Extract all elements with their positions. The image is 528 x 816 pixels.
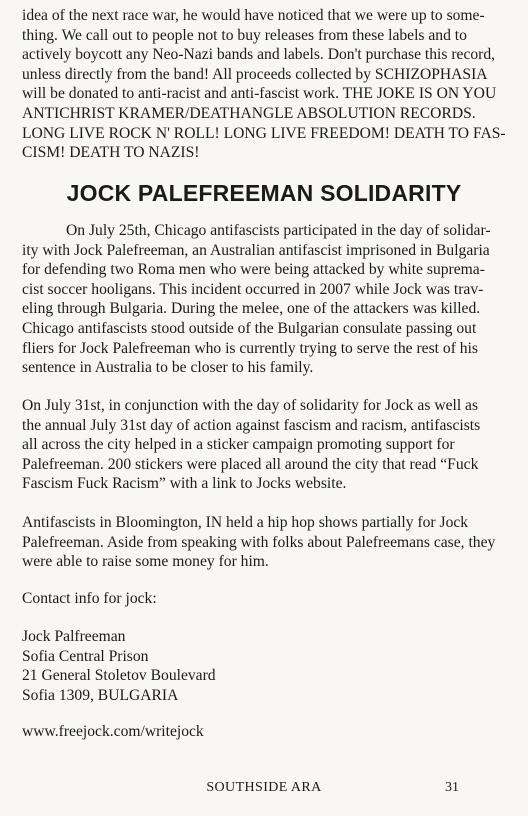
text-line: thing. We call out to people not to buy releases from these labels and to [22,26,467,44]
text-line: On July 25th, Chicago antifascists participated in the day of solidar- [66,222,491,239]
footer-publication-title: SOUTHSIDE ARA [206,780,322,795]
text-line: sentence in Australia to be closer to his family. [22,359,314,377]
text-line: LONG LIVE ROCK N' ROLL! LONG LIVE FREEDOM! DEATH TO FAS- [22,124,506,142]
text-line: the annual July 31st day of action against fascism and racism, antifascists [22,416,481,434]
text-line: Palefreeman. 200 stickers were placed all around the city that read “Fuck [22,455,479,473]
contact-intro [22,589,506,609]
text-line: were able to raise some money for him. [22,553,269,571]
text-line: ANTICHRIST KRAMER/DEATHANGLE ABSOLUTION RECORDS. [22,104,476,122]
address-line: 21 General Stoletov Boulevard [22,667,216,685]
paragraph-chicago-solidarity [22,221,506,378]
address-line: Sofia 1309, BULGARIA [22,686,179,704]
text-line: eling through Bulgaria. During the melee, one of the attackers was killed. [22,300,481,318]
intro-paragraph [22,6,506,163]
text-line: fliers for Jock Palefreeman who is currently trying to serve the rest of his [22,339,478,357]
website-text [22,722,506,742]
text-line: Palefreeman. Aside from speaking with folks about Palefreemans case, they [22,533,496,551]
text-line: for defending two Roma men who were being attacked by white suprema- [22,261,485,279]
text-line: will be donated to anti-racist and anti-fascist work. THE JOKE IS ON YOU [22,85,497,103]
text-line: Chicago antifascists stood outside of the Bulgarian consulate passing out [22,319,477,337]
text-line: unless directly from the band! All proceeds collected by SCHIZOPHASIA [22,65,488,83]
text-line: all across the city helped in a sticker campaign promoting support for [22,436,455,454]
website-url: www.freejock.com/writejock [22,723,204,740]
text-line: Contact info for jock: [22,590,157,607]
address-line: Jock Palfreeman [22,628,126,645]
text-line: actively boycott any Neo-Nazi bands and labels. Don't purchase this record, [22,46,496,64]
text-line: On July 31st, in conjunction with the day of solidarity for Jock as well as [22,397,479,414]
address-line: Sofia Central Prison [22,647,149,665]
text-line: cist soccer hooligans. This incident occurred in 2007 while Jock was trav- [22,280,484,298]
text-line: idea of the next race war, he would have noticed that we were up to some- [22,7,485,24]
text-line: Antifascists in Bloomington, IN held a hip hop shows partially for Jock [22,514,469,531]
page-number: 31 [445,780,459,795]
paragraph-bloomington [22,513,506,572]
section-heading: JOCK PALEFREEMAN SOLIDARITY [66,180,462,206]
text-line: CISM! DEATH TO NAZIS! [22,144,200,162]
text-line: Fascism Fuck Racism” with a link to Jocks website. [22,475,347,493]
text-line: ity with Jock Palefreeman, an Australian antifascist imprisoned in Bulgaria [22,241,490,259]
paragraph-sticker-campaign [22,396,506,494]
mailing-address [22,627,506,705]
